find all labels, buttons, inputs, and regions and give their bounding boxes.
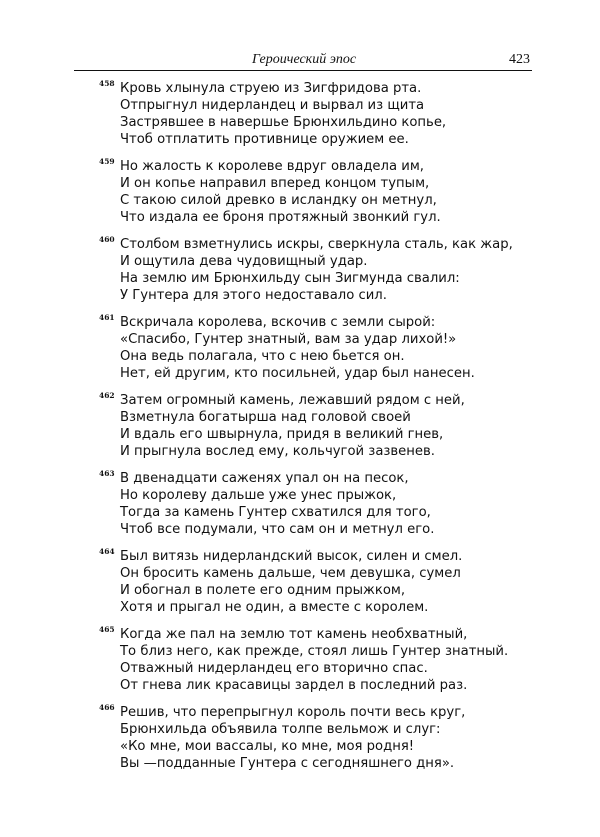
verse-line: То близ него, как прежде, стоял лишь Гунтер знатный. [120,644,509,659]
stanza-number: 463 [99,469,115,478]
verse-line: Тогда за камень Гунтер схватился для того, [120,505,431,520]
running-header-title: Героический эпос [252,52,357,67]
stanza-number: 466 [99,703,115,712]
verse-line: Решив, что перепрыгнул король почти весь круг, [120,705,466,720]
stanza-number: 461 [99,313,115,322]
verse-line: Был витязь нидерландский высок, силен и смел. [120,549,463,564]
verse-line: И он копье направил вперед концом тупым, [120,176,430,191]
verse-line: И вдаль его швырнула, придя в великий гнев, [120,427,444,442]
verse-line: Чтоб все подумали, что сам он и метнул его. [120,522,435,537]
verse-line: Вскричала королева, вскочив с земли сырой: [120,315,436,330]
verse-line: Отпрыгнул нидерландец и вырвал из щита [120,98,425,113]
verse-line: Взметнула богатырша над головой своей [120,410,411,425]
verse-line: Хотя и прыгал не один, а вместе с королем. [120,600,429,615]
verse-line: И ощутила дева чудовищный удар. [120,254,368,269]
verse-line: На землю им Брюнхильду сын Зигмунда свалил: [120,271,460,286]
verse-line: Когда же пал на землю тот камень необхватный, [120,627,468,642]
verse-line: У Гунтера для этого недоставало сил. [120,288,387,303]
stanza [0,314,600,392]
stanza [0,626,600,704]
stanza-number: 462 [99,391,115,400]
verse-line: Но королеву дальше уже унес прыжок, [120,488,397,503]
stanza-number: 464 [99,547,115,556]
running-header [74,52,532,70]
verse-line: И прыгнула вослед ему, кольчугой зазвенев. [120,444,435,459]
verse-line: «Ко мне, мои вассалы, ко мне, моя родня! [120,739,415,754]
verse-line: В двенадцати саженях упал он на песок, [120,471,409,486]
stanza-number: 458 [99,79,115,88]
stanza [0,236,600,314]
verse-line: Вы —подданные Гунтера с сегодняшнего дня». [120,756,455,771]
stanza [0,470,600,548]
verse-line: И обогнал в полете его одним прыжком, [120,583,406,598]
verse-line: Но жалость к королеве вдруг овладела им, [120,159,424,174]
stanza [0,548,600,626]
stanza [0,80,600,158]
verse-line: Она ведь полагала, что с нею бьется он. [120,349,405,364]
verse-line: От гнева лик красавицы зардел в последний раз. [120,678,468,693]
stanza-number: 465 [99,625,115,634]
verse-line: Отважный нидерландец его вторично спас. [120,661,428,676]
verse-line: Столбом взметнулись искры, сверкнула сталь, как жар, [120,237,513,252]
verse-line: Что издала ее броня протяжный звонкий гул. [120,210,441,225]
verse-line: Он бросить камень дальше, чем девушка, сумел [120,566,461,581]
header-rule [74,70,532,71]
poem-body [0,80,600,782]
page-number: 423 [509,52,530,67]
verse-line: Затем огромный камень, лежавший рядом с ней, [120,393,465,408]
stanza-number: 459 [99,157,115,166]
stanza-number: 460 [99,235,115,244]
verse-line: Кровь хлынула струею из Зигфридова рта. [120,81,422,96]
verse-line: С такою силой древко в исландку он метнул, [120,193,437,208]
verse-line: Нет, ей другим, кто посильней, удар был нанесен. [120,366,475,381]
stanza [0,392,600,470]
stanza [0,158,600,236]
stanza [0,704,600,782]
verse-line: Брюнхильда объявила толпе вельмож и слуг: [120,722,441,737]
verse-line: Застрявшее в навершье Брюнхильдино копье, [120,115,447,130]
verse-line: «Спасибо, Гунтер знатный, вам за удар лихой!» [120,332,457,347]
verse-line: Чтоб отплатить противнице оружием ее. [120,132,409,147]
